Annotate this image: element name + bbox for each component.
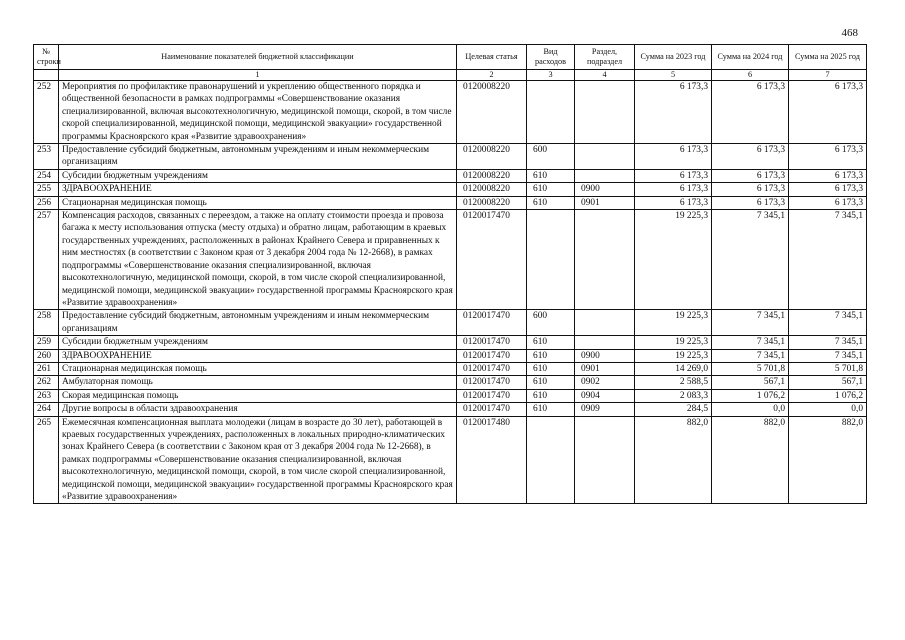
row-sum-2023: 19 225,3 [635, 210, 712, 310]
header-row [34, 45, 867, 70]
row-sum-2024: 1 076,2 [712, 389, 789, 402]
row-sum-2025: 0,0 [789, 403, 867, 416]
row-sum-2024: 6 173,3 [712, 169, 789, 182]
row-section [575, 144, 635, 170]
row-number: 257 [34, 210, 59, 310]
row-number: 256 [34, 196, 59, 209]
row-sum-2025: 6 173,3 [789, 196, 867, 209]
page-number: 468 [841, 27, 858, 39]
row-sum-2023: 19 225,3 [635, 349, 712, 362]
row-expense-type: 610 [527, 403, 575, 416]
row-sum-2023: 882,0 [635, 416, 712, 504]
row-expense-type: 610 [527, 196, 575, 209]
table-row [34, 183, 867, 196]
row-sum-2025: 7 345,1 [789, 349, 867, 362]
row-number: 253 [34, 144, 59, 170]
row-target-article: 0120017470 [457, 362, 527, 375]
row-section: 0904 [575, 389, 635, 402]
row-target-article: 0120017470 [457, 376, 527, 389]
row-number: 255 [34, 183, 59, 196]
row-expense-type [527, 210, 575, 310]
row-number: 252 [34, 81, 59, 144]
budget-table [33, 44, 867, 504]
table-row [34, 169, 867, 182]
row-number: 263 [34, 389, 59, 402]
row-expense-type: 610 [527, 183, 575, 196]
row-sum-2024: 6 173,3 [712, 144, 789, 170]
row-expense-type: 610 [527, 336, 575, 349]
row-expense-type: 610 [527, 362, 575, 375]
table-row [34, 81, 867, 144]
table-row [34, 310, 867, 336]
row-section [575, 336, 635, 349]
row-name: ЗДРАВООХРАНЕНИЕ [59, 349, 457, 362]
row-name: Амбулаторная помощь [59, 376, 457, 389]
column-number: 1 [59, 70, 457, 81]
row-sum-2023: 14 269,0 [635, 362, 712, 375]
row-section: 0901 [575, 362, 635, 375]
column-number [34, 70, 59, 81]
row-expense-type: 610 [527, 349, 575, 362]
column-number: 2 [457, 70, 527, 81]
row-sum-2024: 0,0 [712, 403, 789, 416]
row-sum-2024: 6 173,3 [712, 183, 789, 196]
table-row [34, 389, 867, 402]
row-number: 254 [34, 169, 59, 182]
row-section: 0902 [575, 376, 635, 389]
column-number: 6 [712, 70, 789, 81]
row-sum-2025: 882,0 [789, 416, 867, 504]
header-sum-2023: Сумма на 2023 год [635, 45, 712, 70]
row-number: 265 [34, 416, 59, 504]
table-row [34, 403, 867, 416]
row-sum-2024: 6 173,3 [712, 81, 789, 144]
row-section [575, 81, 635, 144]
row-sum-2025: 7 345,1 [789, 210, 867, 310]
header-expense-type: Вид расходов [527, 45, 575, 70]
row-target-article: 0120008220 [457, 81, 527, 144]
row-sum-2023: 19 225,3 [635, 310, 712, 336]
header-target-article: Целевая статья [457, 45, 527, 70]
row-sum-2025: 6 173,3 [789, 183, 867, 196]
table-row [34, 376, 867, 389]
row-sum-2025: 6 173,3 [789, 169, 867, 182]
row-target-article: 0120008220 [457, 183, 527, 196]
row-sum-2024: 7 345,1 [712, 310, 789, 336]
column-number: 5 [635, 70, 712, 81]
row-section: 0900 [575, 349, 635, 362]
row-number: 262 [34, 376, 59, 389]
row-name: Субсидии бюджетным учреждениям [59, 169, 457, 182]
row-sum-2025: 7 345,1 [789, 310, 867, 336]
row-target-article: 0120008220 [457, 144, 527, 170]
row-sum-2023: 6 173,3 [635, 144, 712, 170]
row-sum-2025: 6 173,3 [789, 81, 867, 144]
row-expense-type: 610 [527, 376, 575, 389]
header-sum-2024: Сумма на 2024 год [712, 45, 789, 70]
header-name: Наименование показателей бюджетной классификации [59, 45, 457, 70]
row-section [575, 169, 635, 182]
table-row [34, 416, 867, 504]
row-sum-2023: 2 083,3 [635, 389, 712, 402]
row-name: Мероприятия по профилактике правонарушений и укреплению общественного порядка и общественной безопасности в рамках подпрограммы «Совершенствование оказания специализированной, включая высокотехнологичную, медицинской помощи, скорой, в том числе скорой специализированной, медицинской помощи, медицинской эвакуации» государственной программы Красноярского края «Развитие здравоохранения» [59, 81, 457, 144]
row-sum-2023: 6 173,3 [635, 196, 712, 209]
row-sum-2024: 5 701,8 [712, 362, 789, 375]
header-sum-2025: Сумма на 2025 год [789, 45, 867, 70]
row-sum-2024: 7 345,1 [712, 336, 789, 349]
row-target-article: 0120017470 [457, 389, 527, 402]
row-name: Компенсация расходов, связанных с переездом, а также на оплату стоимости проезда и провоза багажа к месту использования отпуска (месту отдыха) и обратно лицам, работающим в краевых государственных учреждениях, расположенных в районах Крайнего Севера и приравненных к ним местностях (в соответствии с Законом края от 3 декабря 2004 года № 12-2668), в рамках подпрограммы «Совершенствование оказания специализированной, включая высокотехнологичную, медицинской помощи, скорой, в том числе скорой специализированной, медицинской помощи, медицинской эвакуации» государственной программы Красноярского края «Развитие здравоохранения» [59, 210, 457, 310]
row-sum-2024: 567,1 [712, 376, 789, 389]
row-name: Ежемесячная компенсационная выплата молодежи (лицам в возрасте до 30 лет), работающей в краевых государственных учреждениях, расположенных в локальных природно-климатических зонах Крайнего Севера (в соответствии с Законом края от 3 декабря 2004 года № 12-2668), в рамках подпрограммы «Совершенствование оказания специализированной, включая высокотехнологичную, медицинской помощи, скорой, в том числе скорой специализированной, медицинской помощи, медицинской эвакуации» государственной программы Красноярского края «Развитие здравоохранения» [59, 416, 457, 504]
row-number: 258 [34, 310, 59, 336]
row-name: Стационарная медицинская помощь [59, 196, 457, 209]
row-section: 0901 [575, 196, 635, 209]
row-expense-type: 610 [527, 389, 575, 402]
header-row-no: № строки [34, 45, 59, 70]
table-row [34, 362, 867, 375]
column-number: 4 [575, 70, 635, 81]
row-name: Другие вопросы в области здравоохранения [59, 403, 457, 416]
row-expense-type [527, 416, 575, 504]
row-sum-2025: 1 076,2 [789, 389, 867, 402]
column-number: 3 [527, 70, 575, 81]
row-name: Стационарная медицинская помощь [59, 362, 457, 375]
row-sum-2025: 7 345,1 [789, 336, 867, 349]
table-body [34, 81, 867, 504]
table-row [34, 144, 867, 170]
row-target-article: 0120017470 [457, 336, 527, 349]
row-sum-2024: 882,0 [712, 416, 789, 504]
row-target-article: 0120017470 [457, 349, 527, 362]
row-section: 0900 [575, 183, 635, 196]
row-sum-2025: 567,1 [789, 376, 867, 389]
row-expense-type: 600 [527, 144, 575, 170]
row-expense-type [527, 81, 575, 144]
row-name: ЗДРАВООХРАНЕНИЕ [59, 183, 457, 196]
column-number-row [34, 70, 867, 81]
column-number: 7 [789, 70, 867, 81]
row-section [575, 210, 635, 310]
row-number: 261 [34, 362, 59, 375]
row-sum-2024: 7 345,1 [712, 210, 789, 310]
row-number: 260 [34, 349, 59, 362]
row-target-article: 0120017470 [457, 310, 527, 336]
row-target-article: 0120017470 [457, 403, 527, 416]
row-name: Скорая медицинская помощь [59, 389, 457, 402]
row-target-article: 0120008220 [457, 196, 527, 209]
row-number: 264 [34, 403, 59, 416]
table-row [34, 210, 867, 310]
header-section: Раздел, подраздел [575, 45, 635, 70]
row-target-article: 0120008220 [457, 169, 527, 182]
row-name: Субсидии бюджетным учреждениям [59, 336, 457, 349]
row-expense-type: 600 [527, 310, 575, 336]
table-row [34, 336, 867, 349]
row-sum-2025: 6 173,3 [789, 144, 867, 170]
row-sum-2025: 5 701,8 [789, 362, 867, 375]
row-section [575, 416, 635, 504]
row-section [575, 310, 635, 336]
row-name: Предоставление субсидий бюджетным, автономным учреждениям и иным некоммерческим организациям [59, 144, 457, 170]
row-sum-2023: 19 225,3 [635, 336, 712, 349]
row-target-article: 0120017470 [457, 210, 527, 310]
row-name: Предоставление субсидий бюджетным, автономным учреждениям и иным некоммерческим организациям [59, 310, 457, 336]
row-sum-2024: 7 345,1 [712, 349, 789, 362]
row-sum-2023: 6 173,3 [635, 169, 712, 182]
row-sum-2023: 6 173,3 [635, 81, 712, 144]
row-number: 259 [34, 336, 59, 349]
row-expense-type: 610 [527, 169, 575, 182]
row-target-article: 0120017480 [457, 416, 527, 504]
table-row [34, 196, 867, 209]
row-section: 0909 [575, 403, 635, 416]
row-sum-2024: 6 173,3 [712, 196, 789, 209]
table-row [34, 349, 867, 362]
row-sum-2023: 6 173,3 [635, 183, 712, 196]
row-sum-2023: 284,5 [635, 403, 712, 416]
row-sum-2023: 2 588,5 [635, 376, 712, 389]
